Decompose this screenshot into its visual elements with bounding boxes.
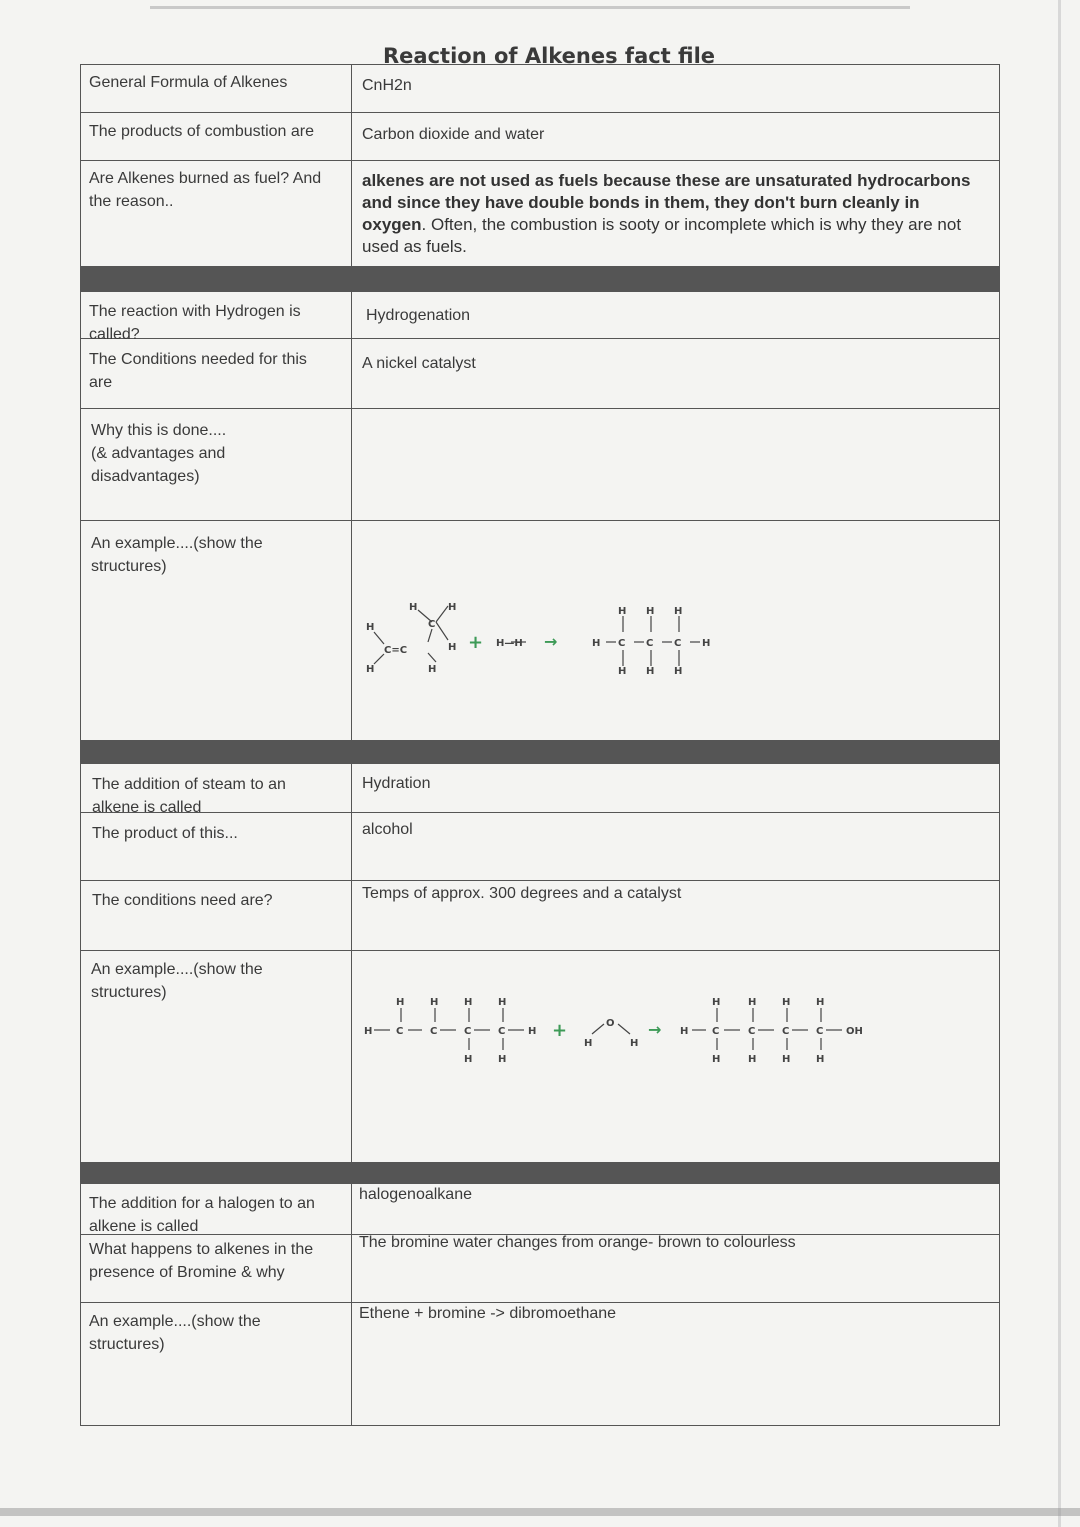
atom-h: H — [448, 642, 457, 653]
question-bromination-example: An example....(show the structures) — [89, 1313, 261, 1353]
row-divider — [80, 408, 1000, 409]
atom-c: C — [712, 1026, 720, 1037]
atom-h: H — [498, 1054, 507, 1065]
atom-h: H — [498, 997, 507, 1008]
atom-c: C — [748, 1026, 756, 1037]
atom-h: H — [748, 1054, 757, 1065]
question-hydrogenation-example: An example....(show the structures) — [91, 535, 263, 575]
atom-h: H — [748, 997, 757, 1008]
atom-c: C — [428, 619, 436, 630]
atom-h: H — [816, 1054, 825, 1065]
row-divider — [80, 112, 1000, 113]
question-bromine-test: What happens to alkenes in the presence of Bromine & why — [89, 1241, 314, 1281]
answer-burned-as-fuel — [362, 170, 987, 258]
answer-hydrogen-reaction: Hydrogenation — [366, 307, 471, 324]
answer-bromination-example: Ethene + bromine -> dibromoethane — [359, 1305, 617, 1322]
answer-bromine-test: The bromine water changes from orange- brown to colourless — [359, 1234, 796, 1251]
hydrogenation-structures — [356, 592, 726, 684]
atom-c: C — [396, 1026, 404, 1037]
atom-h: H — [712, 1054, 721, 1065]
row-divider — [80, 950, 1000, 951]
question-why-hydrogenation: Why this is done.... (& advantages and disadvantages) — [91, 422, 227, 485]
atom-h: H — [428, 664, 437, 675]
atom-h: H — [816, 997, 825, 1008]
question-burned-as-fuel: Are Alkenes burned as fuel? And the reason.. — [89, 170, 322, 210]
atom-h: H — [396, 997, 405, 1008]
scan-edge-bottom — [0, 1508, 1080, 1516]
atom-h: H — [366, 622, 375, 633]
question-hydrogenation-conditions: The Conditions needed for this are — [89, 351, 307, 391]
section-band — [80, 266, 1000, 292]
hydroxyl-group: OH — [846, 1026, 863, 1037]
row-divider — [80, 160, 1000, 161]
atom-c: C — [430, 1026, 438, 1037]
section-band — [80, 740, 1000, 764]
page-title: Reaction of Alkenes fact file — [383, 44, 716, 68]
atom-c: C — [674, 638, 682, 649]
atom-h: H — [528, 1026, 537, 1037]
atom-o: O — [606, 1018, 615, 1029]
answer-hydration-conditions: Temps of approx. 300 degrees and a catalyst — [362, 885, 682, 902]
hydration-structures — [358, 990, 888, 1070]
atom-c: C — [782, 1026, 790, 1037]
atom-c: C — [618, 638, 626, 649]
question-steam-addition: The addition of steam to an alkene is called — [92, 776, 286, 816]
atom-h: H — [674, 666, 683, 677]
atom-h: H — [674, 606, 683, 617]
scan-edge-top — [150, 6, 910, 9]
atom-c: C — [646, 638, 654, 649]
question-hydration-product: The product of this... — [92, 825, 238, 842]
double-bond-cc: C=C — [384, 645, 408, 656]
atom-h: H — [448, 602, 457, 613]
scan-edge-right — [1058, 0, 1061, 1527]
atom-h: H — [464, 1054, 473, 1065]
answer-fuel-part-2: because these are unsaturated hydrocarbons and since they have double bonds in them, they don't burn cleanly in oxygen — [362, 171, 971, 234]
answer-general-formula: CnH2n — [362, 77, 412, 94]
question-halogen-addition: The addition for a halogen to an alkene is called — [89, 1195, 315, 1235]
question-hydration-conditions: The conditions need are? — [92, 892, 273, 909]
answer-hydrogenation-conditions: A nickel catalyst — [362, 355, 476, 372]
atom-h: H — [584, 1038, 593, 1049]
atom-h: H — [364, 1026, 373, 1037]
atom-h: H — [464, 997, 473, 1008]
atom-h: H — [409, 602, 418, 613]
question-general-formula: General Formula of Alkenes — [89, 74, 288, 91]
atom-h: H — [618, 666, 627, 677]
question-hydration-example: An example....(show the structures) — [91, 961, 263, 1001]
answer-combustion-products: Carbon dioxide and water — [362, 126, 545, 143]
reaction-arrow: → — [544, 632, 558, 651]
atom-h: H — [646, 666, 655, 677]
atom-h: H — [646, 606, 655, 617]
h2-molecule: H—H — [496, 638, 523, 649]
atom-c: C — [816, 1026, 824, 1037]
question-combustion-products: The products of combustion are — [89, 123, 315, 140]
plus-sign: + — [552, 1020, 568, 1041]
atom-h: H — [680, 1026, 689, 1037]
answer-halogen-addition: halogenoalkane — [359, 1186, 472, 1203]
atom-h: H — [782, 1054, 791, 1065]
atom-h: H — [618, 606, 627, 617]
atom-h: H — [630, 1038, 639, 1049]
question-hydrogen-reaction: The reaction with Hydrogen is called? — [89, 303, 301, 343]
answer-steam-addition: Hydration — [362, 775, 431, 792]
answer-fuel-part-3: . Often, the combustion is sooty or incomplete which is why they are not used as fuels. — [362, 215, 962, 256]
atom-h: H — [712, 997, 721, 1008]
reaction-arrow: → — [648, 1020, 662, 1039]
row-divider — [80, 520, 1000, 521]
answer-fuel-part-1: alkenes are not used as fuels — [362, 171, 603, 190]
plus-sign: + — [468, 632, 484, 653]
atom-c: C — [464, 1026, 472, 1037]
atom-h: H — [702, 638, 711, 649]
section-band — [80, 1162, 1000, 1184]
atom-h: H — [782, 997, 791, 1008]
atom-h: H — [592, 638, 601, 649]
atom-h: H — [430, 997, 439, 1008]
atom-h: H — [366, 664, 375, 675]
atom-c: C — [498, 1026, 506, 1037]
row-divider — [80, 880, 1000, 881]
answer-hydration-product: alcohol — [362, 821, 413, 838]
